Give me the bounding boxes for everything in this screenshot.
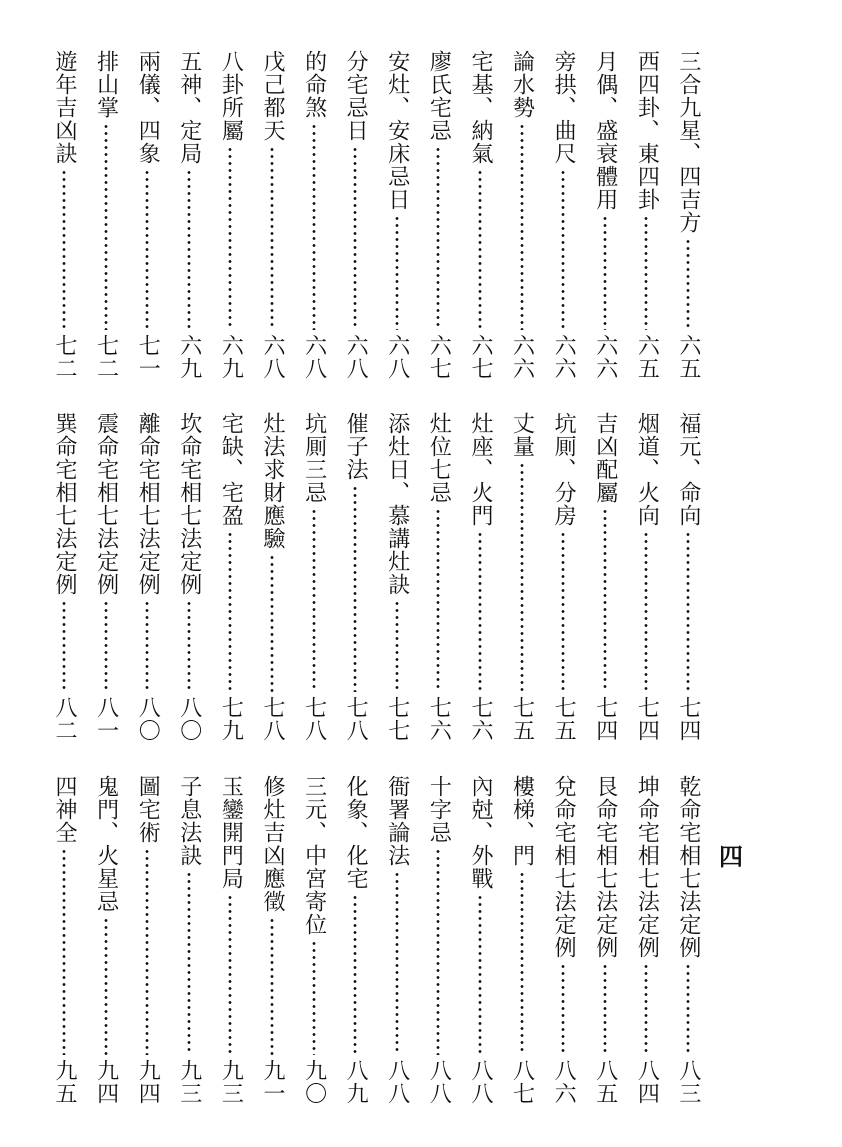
toc-entry-title: 內尅、外戰 [467,775,493,890]
toc-entry [260,50,284,380]
toc-block-middle [52,412,700,742]
toc-entry-page-number: 八九 [343,1059,369,1105]
toc-entry-title: 丈量 [509,412,535,458]
toc-entry-page-number: 七二 [52,334,77,380]
toc-entry-title: 四神全 [52,775,77,844]
dot-leader [353,146,357,330]
dot-leader [520,123,524,330]
toc-entry [385,775,409,1105]
toc-entry-title: 排山掌 [93,50,119,119]
toc-entry-title: 三元、中宮寄位 [301,775,327,936]
toc-entry [593,50,617,380]
dot-leader [644,531,648,692]
toc-entry-title: 艮命宅相七法定例 [592,775,618,959]
toc-entry [634,412,658,742]
toc-entry-title: 化象、化宅 [343,775,369,890]
toc-entry [177,50,201,380]
dot-leader [104,600,108,692]
toc-entry-page-number: 九三 [218,1059,244,1105]
dot-leader [228,146,232,330]
toc-entry-page-number: 九一 [259,1059,285,1105]
toc-entry-page-number: 七六 [426,696,452,742]
dot-leader [561,531,565,692]
toc-entry-page-number: 六五 [634,334,660,380]
toc-entry-page-number: 六八 [259,334,285,380]
toc-entry-page-number: 八八 [426,1059,452,1105]
toc-entry-title: 衙署論法 [384,775,410,867]
toc-entry-page-number: 七九 [218,696,244,742]
toc-entry-title: 灶座、火門 [467,412,493,527]
dot-leader [395,215,399,330]
toc-entry-page-number: 八一 [93,696,119,742]
toc-entry-page-number: 六五 [675,334,701,380]
toc-entry [593,412,617,742]
toc-entry-page-number: 六九 [218,334,244,380]
dot-leader [62,600,66,692]
dot-leader [353,894,357,1055]
toc-entry-page-number: 六六 [551,334,577,380]
dot-leader [62,169,66,330]
toc-entry [551,50,575,380]
dot-leader [644,215,648,330]
toc-entry-title: 兌命宅相七法定例 [551,775,577,959]
dot-leader [478,894,482,1055]
dot-leader [686,963,690,1055]
toc-entry [177,775,201,1105]
toc-entry-page-number: 八五 [592,1059,618,1105]
dot-leader [520,871,524,1055]
toc-entry-page-number: 八〇 [135,696,161,742]
toc-entry [426,50,450,380]
toc-entry-page-number: 六八 [384,334,410,380]
toc-entry-page-number: 八七 [509,1059,535,1105]
toc-entry-title: 坑厠、分房 [551,412,577,527]
dot-leader [312,940,316,1055]
dot-leader [644,963,648,1055]
toc-entry [52,50,76,380]
dot-leader [228,531,232,692]
toc-entry-title: 宅缺、宅盈 [218,412,244,527]
toc-entry-title: 三合九星、四吉方 [675,50,701,234]
toc-entry-page-number: 九五 [52,1059,77,1105]
toc-entry-title: 兩儀、四象 [135,50,161,165]
toc-entry-page-number: 八四 [634,1059,660,1105]
toc-entry [135,412,159,742]
toc-entry-title: 灶位七忌 [426,412,452,504]
toc-entry-page-number: 八〇 [176,696,202,742]
toc-entry-title: 修灶吉凶應徵 [259,775,285,913]
dot-leader [478,531,482,692]
toc-entry-page-number: 六七 [467,334,493,380]
dot-leader [270,554,274,692]
toc-entry [468,775,492,1105]
toc-entry-title: 坎命宅相七法定例 [176,412,202,596]
toc-entry-page-number: 七四 [634,696,660,742]
toc-entry-title: 旁拱、曲尺 [551,50,577,165]
dot-leader [603,215,607,330]
toc-entry [302,775,326,1105]
toc-entry [676,50,700,380]
toc-entry [510,412,534,742]
toc-entry-title: 遊年吉凶訣 [52,50,77,165]
dot-leader [436,848,440,1055]
toc-entry [676,775,700,1105]
toc-entry-title: 福元、命向 [675,412,701,527]
dot-leader [62,848,66,1055]
toc-entry-page-number: 七五 [551,696,577,742]
toc-entry-title: 圖宅術 [135,775,161,844]
toc-entry-title: 的命煞 [301,50,327,119]
toc-entry [634,50,658,380]
toc-entry-page-number: 七六 [467,696,493,742]
toc-entry-title: 灶法求財應驗 [259,412,285,550]
toc-entry-title: 廖氏宅忌 [426,50,452,142]
toc-entry [302,50,326,380]
toc-entry-title: 宅基、納氣 [467,50,493,165]
page-folio: 四 [719,842,743,871]
toc-entry-title: 子息法訣 [176,775,202,867]
toc-entry [135,775,159,1105]
toc-entry-page-number: 八六 [551,1059,577,1105]
toc-block-top [52,50,700,380]
toc-entry-page-number: 八八 [384,1059,410,1105]
dot-leader [312,123,316,330]
toc-entry [260,775,284,1105]
dot-leader [145,600,149,692]
toc-entry [468,412,492,742]
toc-entry-title: 坑厠三忌 [301,412,327,504]
toc-entry-page-number: 九〇 [301,1059,327,1105]
toc-entry [177,412,201,742]
toc-entry-title: 安灶、安床忌日 [384,50,410,211]
dot-leader [436,508,440,692]
dot-leader [312,508,316,692]
toc-entry-title: 十字忌 [426,775,452,844]
toc-entry-page-number: 六八 [343,334,369,380]
toc-entry [52,775,76,1105]
dot-leader [187,871,191,1055]
dot-leader [561,963,565,1055]
toc-entry-title: 離命宅相七法定例 [135,412,161,596]
toc-entry [426,775,450,1105]
dot-leader [436,146,440,330]
dot-leader [561,169,565,330]
toc-entry [593,775,617,1105]
dot-leader [104,917,108,1055]
dot-leader [603,963,607,1055]
toc-entry [343,50,367,380]
dot-leader [353,485,357,692]
toc-entry-page-number: 九三 [176,1059,202,1105]
toc-entry-title: 戊己都天 [259,50,285,142]
toc-entry-page-number: 七八 [301,696,327,742]
toc-entry-page-number: 七四 [675,696,701,742]
toc-entry-title: 巽命宅相七法定例 [52,412,77,596]
toc-entry [343,412,367,742]
toc-entry-title: 論水勢 [509,50,535,119]
dot-leader [603,508,607,692]
toc-entry-title: 八卦所屬 [218,50,244,142]
toc-entry [218,775,242,1105]
toc-entry [385,50,409,380]
toc-entry-page-number: 七八 [343,696,369,742]
toc-entry-page-number: 六七 [426,334,452,380]
toc-entry-page-number: 六九 [176,334,202,380]
toc-entry [94,775,118,1105]
toc-entry-page-number: 九四 [135,1059,161,1105]
toc-entry [510,775,534,1105]
toc-entry-page-number: 七一 [135,334,161,380]
toc-entry-title: 乾命宅相七法定例 [675,775,701,959]
dot-leader [145,848,149,1055]
toc-entry-title: 鬼門、火星忌 [93,775,119,913]
toc-entry-page-number: 七二 [93,334,119,380]
toc-entry [343,775,367,1105]
toc-entry-page-number: 七七 [384,696,410,742]
toc-entry [426,412,450,742]
toc-entry-title: 震命宅相七法定例 [93,412,119,596]
dot-leader [478,169,482,330]
toc-entry-title: 月偶、盛衰體用 [592,50,618,211]
toc-entry-title: 樓梯、門 [509,775,535,867]
toc-entry [135,50,159,380]
toc-entry [260,412,284,742]
toc-entry-page-number: 八三 [675,1059,701,1105]
dot-leader [270,146,274,330]
toc-entry [551,775,575,1105]
toc-entry-title: 西四卦、東四卦 [634,50,660,211]
toc-entry-title: 吉凶配屬 [592,412,618,504]
dot-leader [228,894,232,1055]
toc-entry-page-number: 六六 [509,334,535,380]
toc-entry [510,50,534,380]
toc-entry-title: 五神、定局 [176,50,202,165]
toc-entry-title: 玉鑾開門局 [218,775,244,890]
toc-entry [218,50,242,380]
dot-leader [520,462,524,692]
dot-leader [270,917,274,1055]
toc-block-bottom [52,775,700,1105]
toc-entry [94,50,118,380]
toc-entry-page-number: 六八 [301,334,327,380]
toc-entry-title: 催子法 [343,412,369,481]
toc-entry-page-number: 八八 [467,1059,493,1105]
toc-entry-page-number: 六六 [592,334,618,380]
toc-entry [676,412,700,742]
toc-entry-title: 坤命宅相七法定例 [634,775,660,959]
toc-entry [468,50,492,380]
toc-entry-page-number: 七五 [509,696,535,742]
toc-entry-title: 添灶日、慕講灶訣 [384,412,410,596]
toc-entry [94,412,118,742]
dot-leader [686,531,690,692]
dot-leader [395,871,399,1055]
dot-leader [187,600,191,692]
toc-entry [634,775,658,1105]
toc-entry-title: 烟道、火向 [634,412,660,527]
toc-entry-page-number: 九四 [93,1059,119,1105]
dot-leader [187,169,191,330]
dot-leader [395,600,399,692]
dot-leader [145,169,149,330]
dot-leader [686,238,690,330]
dot-leader [104,123,108,330]
toc-entry [551,412,575,742]
toc-entry-page-number: 七四 [592,696,618,742]
toc-entry [52,412,76,742]
toc-entry-page-number: 八二 [52,696,77,742]
toc-entry [218,412,242,742]
toc-entry-page-number: 七八 [259,696,285,742]
toc-entry-title: 分宅忌日 [343,50,369,142]
toc-entry [385,412,409,742]
toc-entry [302,412,326,742]
